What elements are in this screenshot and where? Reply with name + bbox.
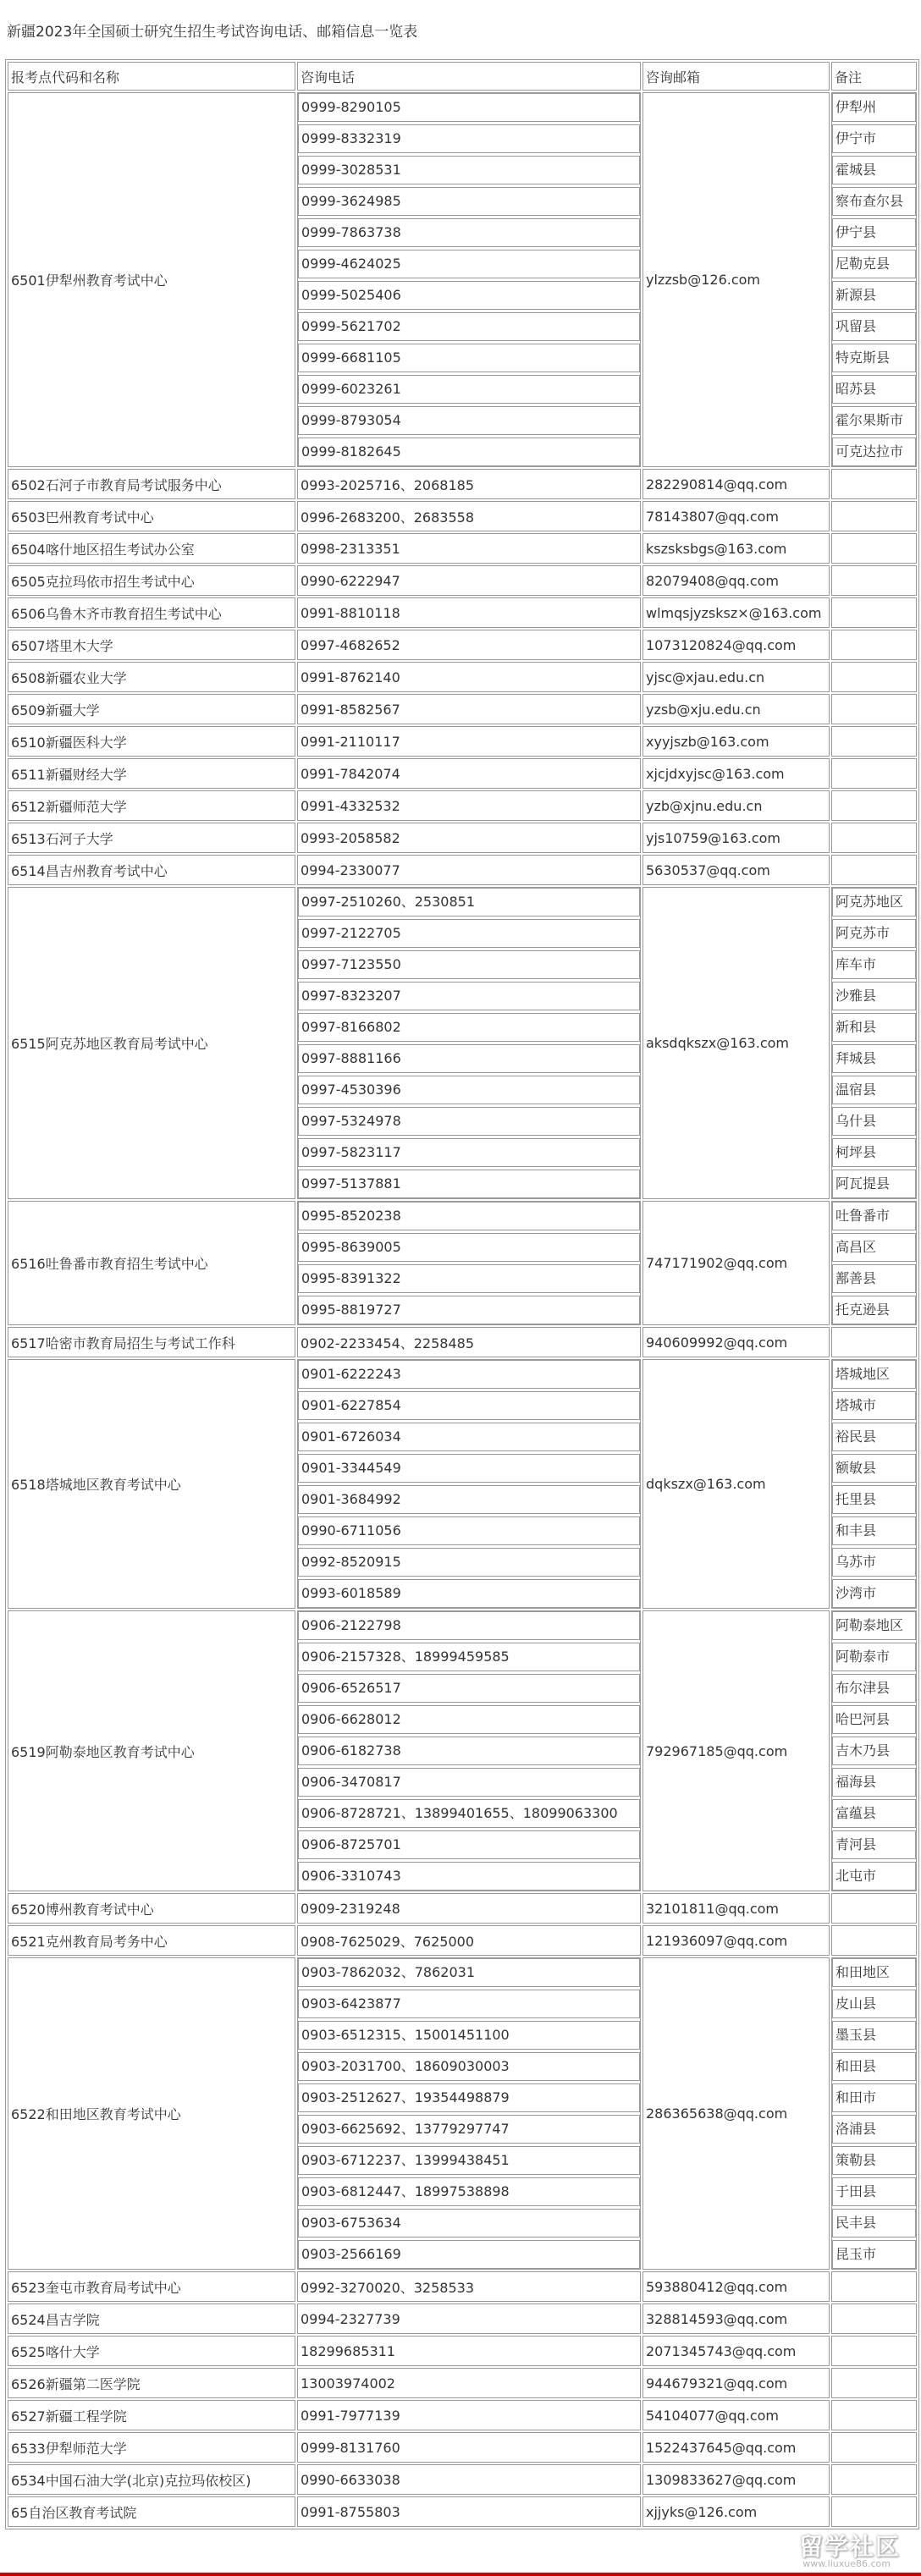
row-name: 6508新疆农业大学	[8, 662, 295, 692]
row-phone: 0991-7977139	[297, 2400, 641, 2430]
table-body	[8, 92, 917, 2527]
row-phone: 0991-8582567	[297, 694, 641, 724]
row-note	[831, 855, 917, 885]
row-phone: 13003974002	[297, 2368, 641, 2398]
table-row	[8, 2496, 917, 2527]
note-cell: 鄯善县	[832, 1264, 916, 1293]
table-row	[8, 2400, 917, 2430]
note-cell: 高昌区	[832, 1233, 916, 1262]
phone-cell: 0993-6018589	[298, 1579, 640, 1608]
phone-cell: 0903-6512315、15001451100	[298, 2021, 640, 2050]
phone-cell: 0999-8182645	[298, 438, 640, 466]
phone-cell: 0997-8323207	[298, 982, 640, 1010]
row-email: wlmqsjyzsksz×@163.com	[642, 597, 830, 628]
note-cell: 阿克苏地区	[832, 888, 916, 916]
row-name: 6526新疆第二医学院	[8, 2368, 295, 2398]
header-email: 咨询邮箱	[642, 62, 830, 91]
note-cell: 可克达拉市	[832, 438, 916, 466]
note-cell: 北屯市	[832, 1862, 916, 1891]
note-cell: 塔城市	[832, 1391, 916, 1420]
table-row	[8, 855, 917, 885]
row-email: 282290814@qq.com	[642, 469, 830, 499]
info-table	[5, 59, 919, 2529]
row-note	[831, 1893, 917, 1924]
table-row	[8, 758, 917, 789]
row-note	[831, 533, 917, 564]
row-phones	[297, 1201, 641, 1325]
phone-cell: 0997-2122705	[298, 919, 640, 948]
row-phone: 0992-3270020、3258533	[297, 2271, 641, 2302]
row-name: 6522和田地区教育考试中心	[8, 1957, 295, 2270]
header-row	[8, 62, 917, 91]
row-phone: 0991-8762140	[297, 662, 641, 692]
phone-cell: 0997-2510260、2530851	[298, 888, 640, 916]
row-phone: 0990-6633038	[297, 2464, 641, 2495]
row-phone: 0902-2233454、2258485	[297, 1327, 641, 1357]
row-name: 6515阿克苏地区教育局考试中心	[8, 887, 295, 1199]
phone-cell: 0997-4530396	[298, 1076, 640, 1104]
table-row	[8, 469, 917, 499]
note-cell: 新源县	[832, 281, 916, 310]
row-phone: 0994-2327739	[297, 2304, 641, 2334]
note-cell: 阿勒泰市	[832, 1643, 916, 1671]
phone-cell: 0999-8793054	[298, 406, 640, 435]
row-phone: 0997-4682652	[297, 630, 641, 660]
phone-cell: 0999-5025406	[298, 281, 640, 310]
row-note	[831, 501, 917, 531]
note-cell: 伊宁县	[832, 218, 916, 247]
row-name: 6517哈密市教育局招生与考试工作科	[8, 1327, 295, 1357]
table-row	[8, 2336, 917, 2366]
row-name: 6514昌吉州教育考试中心	[8, 855, 295, 885]
row-name: 6504喀什地区招生考试办公室	[8, 533, 295, 564]
row-name: 6518塔城地区教育考试中心	[8, 1359, 295, 1609]
row-name: 6523奎屯市教育局考试中心	[8, 2271, 295, 2302]
row-note	[831, 565, 917, 596]
footer-divider	[0, 2573, 921, 2576]
phone-cell: 0999-3624985	[298, 187, 640, 216]
table-row	[8, 630, 917, 660]
row-email: 82079408@qq.com	[642, 565, 830, 596]
phone-cell: 0997-7123550	[298, 950, 640, 979]
note-cell: 于田县	[832, 2177, 916, 2206]
row-email: 5630537@qq.com	[642, 855, 830, 885]
row-notes	[831, 887, 917, 1199]
row-note	[831, 758, 917, 789]
row-notes	[831, 1201, 917, 1325]
phone-cell: 0906-6526517	[298, 1674, 640, 1703]
table-row	[8, 92, 917, 467]
note-cell: 富蕴县	[832, 1799, 916, 1828]
row-note	[831, 790, 917, 821]
row-email: 54104077@qq.com	[642, 2400, 830, 2430]
phone-cell: 0901-3344549	[298, 1454, 640, 1483]
table-row	[8, 533, 917, 564]
table-row	[8, 2304, 917, 2334]
note-cell: 霍尔果斯市	[832, 406, 916, 435]
row-email: dqkszx@163.com	[642, 1359, 830, 1609]
row-phone: 0998-2313351	[297, 533, 641, 564]
note-cell: 和田地区	[832, 1958, 916, 1987]
row-phone: 0993-2058582	[297, 823, 641, 853]
row-note	[831, 2271, 917, 2302]
note-cell: 阿瓦提县	[832, 1170, 916, 1198]
row-email: xjjyks@126.com	[642, 2496, 830, 2527]
row-email: kszsksbgs@163.com	[642, 533, 830, 564]
header-name: 报考点代码和名称	[8, 62, 295, 91]
note-cell: 霍城县	[832, 156, 916, 184]
phone-cell: 0906-8725701	[298, 1830, 640, 1859]
note-cell: 墨玉县	[832, 2021, 916, 2050]
phone-cell: 0997-8881166	[298, 1044, 640, 1073]
row-phones	[297, 1359, 641, 1609]
phone-cell: 0999-7863738	[298, 218, 640, 247]
note-cell: 皮山县	[832, 1990, 916, 2018]
phone-cell: 0901-6726034	[298, 1423, 640, 1451]
phone-cell: 0999-6023261	[298, 375, 640, 404]
note-cell: 裕民县	[832, 1423, 916, 1451]
row-notes	[831, 1359, 917, 1609]
note-cell: 拜城县	[832, 1044, 916, 1073]
row-email: 593880412@qq.com	[642, 2271, 830, 2302]
table-row	[8, 565, 917, 596]
phone-cell: 0906-6628012	[298, 1705, 640, 1734]
note-cell: 新和县	[832, 1013, 916, 1042]
row-name: 6519阿勒泰地区教育考试中心	[8, 1610, 295, 1891]
row-email: 32101811@qq.com	[642, 1893, 830, 1924]
phone-cell: 0997-5137881	[298, 1170, 640, 1198]
row-phones	[297, 887, 641, 1199]
row-name: 6506乌鲁木齐市教育招生考试中心	[8, 597, 295, 628]
watermark-logo	[762, 2524, 914, 2571]
row-name: 6533伊犁师范大学	[8, 2432, 295, 2463]
row-phone: 0996-2683200、2683558	[297, 501, 641, 531]
note-cell: 伊宁市	[832, 124, 916, 153]
row-note	[831, 2336, 917, 2366]
row-phone: 0991-2110117	[297, 726, 641, 757]
note-cell: 温宿县	[832, 1076, 916, 1104]
row-phone: 0909-2319248	[297, 1893, 641, 1924]
phone-cell: 0903-2031700、18609030003	[298, 2052, 640, 2081]
note-cell: 民丰县	[832, 2209, 916, 2237]
note-cell: 策勒县	[832, 2146, 916, 2175]
phone-cell: 0992-8520915	[298, 1548, 640, 1577]
row-name: 6513石河子大学	[8, 823, 295, 853]
table-row	[8, 1893, 917, 1924]
phone-cell: 0999-5621702	[298, 312, 640, 341]
phone-cell: 0906-3310743	[298, 1862, 640, 1891]
phone-cell: 0901-3684992	[298, 1485, 640, 1514]
row-email: aksdqkszx@163.com	[642, 887, 830, 1199]
row-note	[831, 597, 917, 628]
note-cell: 尼勒克县	[832, 250, 916, 278]
note-cell: 托克逊县	[832, 1296, 916, 1324]
table-row	[8, 1925, 917, 1956]
note-cell: 和田市	[832, 2083, 916, 2112]
phone-cell: 0901-6227854	[298, 1391, 640, 1420]
row-phone: 0991-8810118	[297, 597, 641, 628]
row-name: 6525喀什大学	[8, 2336, 295, 2366]
row-note	[831, 694, 917, 724]
phone-cell: 0903-6753634	[298, 2209, 640, 2237]
table-row	[8, 597, 917, 628]
note-cell: 青河县	[832, 1830, 916, 1859]
row-name: 6501伊犁州教育考试中心	[8, 92, 295, 467]
row-email: yjs10759@163.com	[642, 823, 830, 853]
header-phone: 咨询电话	[297, 62, 641, 91]
row-email: 121936097@qq.com	[642, 1925, 830, 1956]
row-note	[831, 2368, 917, 2398]
row-email: 286365638@qq.com	[642, 1957, 830, 2270]
note-cell: 哈巴河县	[832, 1705, 916, 1734]
row-note	[831, 1925, 917, 1956]
row-email: 747171902@qq.com	[642, 1201, 830, 1325]
row-note	[831, 2432, 917, 2463]
phone-cell: 0906-3470817	[298, 1768, 640, 1797]
row-email: 2071345743@qq.com	[642, 2336, 830, 2366]
row-name: 6511新疆财经大学	[8, 758, 295, 789]
phone-cell: 0997-5823117	[298, 1138, 640, 1167]
row-name: 6521克州教育局考务中心	[8, 1925, 295, 1956]
row-phone: 0990-6222947	[297, 565, 641, 596]
phone-cell: 0906-8728721、13899401655、18099063300	[298, 1799, 640, 1828]
note-cell: 和田县	[832, 2052, 916, 2081]
phone-cell: 0906-2157328、18999459585	[298, 1643, 640, 1671]
table-row	[8, 2368, 917, 2398]
note-cell: 阿勒泰地区	[832, 1611, 916, 1640]
row-email: 1309833627@qq.com	[642, 2464, 830, 2495]
row-phone: 0991-7842074	[297, 758, 641, 789]
table-row	[8, 2432, 917, 2463]
row-note	[831, 2400, 917, 2430]
phone-cell: 0995-8520238	[298, 1202, 640, 1230]
table-row	[8, 501, 917, 531]
table-row	[8, 1610, 917, 1891]
phone-cell: 0995-8639005	[298, 1233, 640, 1262]
row-note	[831, 2304, 917, 2334]
phone-cell: 0997-8166802	[298, 1013, 640, 1042]
table-row	[8, 662, 917, 692]
table-row	[8, 790, 917, 821]
row-name: 6520博州教育考试中心	[8, 1893, 295, 1924]
row-phone: 18299685311	[297, 2336, 641, 2366]
note-cell: 昆玉市	[832, 2240, 916, 2269]
row-name: 6509新疆大学	[8, 694, 295, 724]
table-row	[8, 823, 917, 853]
phone-cell: 0903-6423877	[298, 1990, 640, 2018]
note-cell: 塔城地区	[832, 1360, 916, 1389]
row-name: 6524昌吉学院	[8, 2304, 295, 2334]
row-notes	[831, 92, 917, 467]
table-row	[8, 887, 917, 1199]
row-name: 6516吐鲁番市教育招生考试中心	[8, 1201, 295, 1325]
note-cell: 沙雅县	[832, 982, 916, 1010]
row-email: 78143807@qq.com	[642, 501, 830, 531]
table-row	[8, 726, 917, 757]
note-cell: 乌苏市	[832, 1548, 916, 1577]
row-name: 6510新疆医科大学	[8, 726, 295, 757]
row-email: xyyjszb@163.com	[642, 726, 830, 757]
row-email: ylzzsb@126.com	[642, 92, 830, 467]
row-email: xjcjdxyjsc@163.com	[642, 758, 830, 789]
phone-cell: 0997-5324978	[298, 1107, 640, 1136]
note-cell: 额敏县	[832, 1454, 916, 1483]
phone-cell: 0995-8391322	[298, 1264, 640, 1293]
note-cell: 吉木乃县	[832, 1737, 916, 1765]
note-cell: 柯坪县	[832, 1138, 916, 1167]
header-note: 备注	[831, 62, 917, 91]
note-cell: 察布查尔县	[832, 187, 916, 216]
phone-cell: 0990-6711056	[298, 1516, 640, 1545]
phone-cell: 0995-8819727	[298, 1296, 640, 1324]
table-row	[8, 1327, 917, 1357]
table-row	[8, 1957, 917, 2270]
note-cell: 福海县	[832, 1768, 916, 1797]
row-name: 6503巴州教育考试中心	[8, 501, 295, 531]
note-cell: 布尔津县	[832, 1674, 916, 1703]
phone-cell: 0906-6182738	[298, 1737, 640, 1765]
note-cell: 巩留县	[832, 312, 916, 341]
row-email: 328814593@qq.com	[642, 2304, 830, 2334]
table-row	[8, 1201, 917, 1325]
watermark-sub: www.liuxue86.com	[802, 2558, 891, 2569]
row-phone: 0991-8755803	[297, 2496, 641, 2527]
row-email: yzsb@xju.edu.cn	[642, 694, 830, 724]
table-row	[8, 2464, 917, 2495]
phone-cell: 0903-7862032、7862031	[298, 1958, 640, 1987]
row-note	[831, 630, 917, 660]
row-note	[831, 726, 917, 757]
row-name: 6502石河子市教育局考试服务中心	[8, 469, 295, 499]
row-phone: 0991-4332532	[297, 790, 641, 821]
row-note	[831, 469, 917, 499]
row-email: 1522437645@qq.com	[642, 2432, 830, 2463]
phone-cell: 0906-2122798	[298, 1611, 640, 1640]
phone-cell: 0903-6812447、18997538898	[298, 2177, 640, 2206]
row-note	[831, 2464, 917, 2495]
row-email: 1073120824@qq.com	[642, 630, 830, 660]
table-row	[8, 2271, 917, 2302]
row-notes	[831, 1610, 917, 1891]
row-phone: 0999-8131760	[297, 2432, 641, 2463]
phone-cell: 0903-6712237、13999438451	[298, 2146, 640, 2175]
row-phones	[297, 92, 641, 467]
phone-cell: 0999-8290105	[298, 93, 640, 122]
row-name: 6512新疆师范大学	[8, 790, 295, 821]
row-phone: 0994-2330077	[297, 855, 641, 885]
row-name: 65自治区教育考试院	[8, 2496, 295, 2527]
note-cell: 乌什县	[832, 1107, 916, 1136]
row-name: 6507塔里木大学	[8, 630, 295, 660]
table-row	[8, 1359, 917, 1609]
phone-cell: 0999-3028531	[298, 156, 640, 184]
watermark-text: 留学社区	[798, 2533, 901, 2561]
page-title: 新疆2023年全国硕士研究生招生考试咨询电话、邮箱信息一览表	[7, 24, 418, 41]
row-note	[831, 2496, 917, 2527]
phone-cell: 0901-6222243	[298, 1360, 640, 1389]
row-phones	[297, 1957, 641, 2270]
note-cell: 阿克苏市	[832, 919, 916, 948]
note-cell: 特克斯县	[832, 344, 916, 372]
row-phones	[297, 1610, 641, 1891]
note-cell: 和丰县	[832, 1516, 916, 1545]
phone-cell: 0999-6681105	[298, 344, 640, 372]
note-cell: 托里县	[832, 1485, 916, 1514]
row-email: 944679321@qq.com	[642, 2368, 830, 2398]
phone-cell: 0903-2512627、19354498879	[298, 2083, 640, 2112]
row-email: 940609992@qq.com	[642, 1327, 830, 1357]
note-cell: 伊犁州	[832, 93, 916, 122]
row-name: 6505克拉玛依市招生考试中心	[8, 565, 295, 596]
row-name: 6534中国石油大学(北京)克拉玛依校区)	[8, 2464, 295, 2495]
row-notes	[831, 1957, 917, 2270]
note-cell: 洛浦县	[832, 2115, 916, 2144]
row-note	[831, 662, 917, 692]
phone-cell: 0999-4624025	[298, 250, 640, 278]
row-note	[831, 823, 917, 853]
phone-cell: 0999-8332319	[298, 124, 640, 153]
note-cell: 吐鲁番市	[832, 1202, 916, 1230]
row-email: yzb@xjnu.edu.cn	[642, 790, 830, 821]
row-phone: 0993-2025716、2068185	[297, 469, 641, 499]
note-cell: 沙湾市	[832, 1579, 916, 1608]
row-name: 6527新疆工程学院	[8, 2400, 295, 2430]
row-phone: 0908-7625029、7625000	[297, 1925, 641, 1956]
note-cell: 库车市	[832, 950, 916, 979]
note-cell: 昭苏县	[832, 375, 916, 404]
row-note	[831, 1327, 917, 1357]
row-email: yjsc@xjau.edu.cn	[642, 662, 830, 692]
phone-cell: 0903-6625692、13779297747	[298, 2115, 640, 2144]
row-email: 792967185@qq.com	[642, 1610, 830, 1891]
phone-cell: 0903-2566169	[298, 2240, 640, 2269]
table-row	[8, 694, 917, 724]
